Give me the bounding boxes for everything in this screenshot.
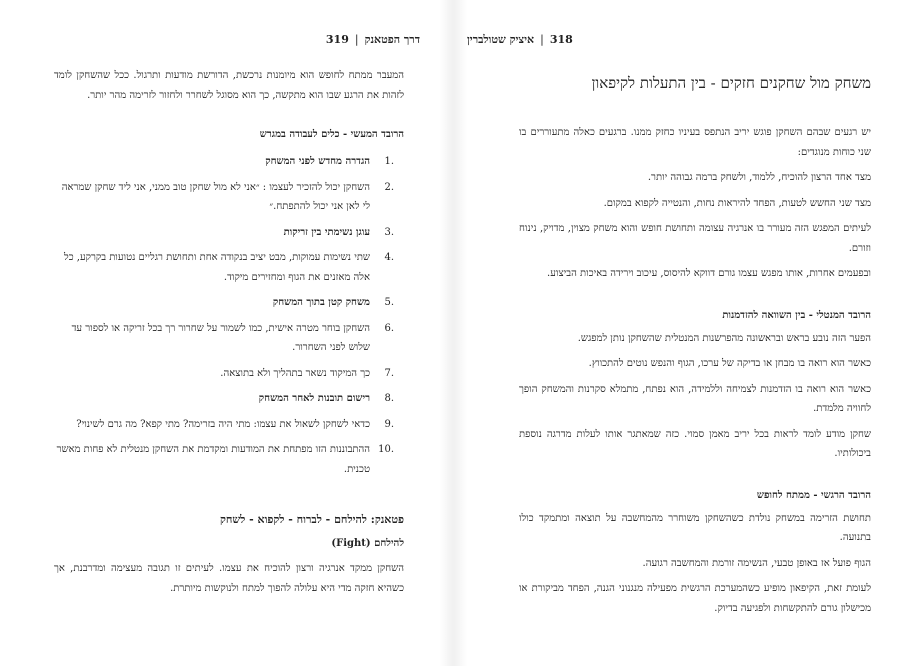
list-item xyxy=(54,293,404,313)
list-item xyxy=(54,440,404,479)
list-number: .7 xyxy=(384,367,394,379)
practical-heading: הרובד המעשי - כלים לעבודה במגרש xyxy=(259,129,404,140)
list-number: .10 xyxy=(378,444,394,455)
page-number: 319 xyxy=(325,33,349,46)
header-separator: | xyxy=(540,33,544,46)
list-number: .8 xyxy=(384,393,394,404)
list-number: .9 xyxy=(384,418,394,430)
book-gutter xyxy=(440,0,467,666)
list-number: .5 xyxy=(384,297,394,308)
list-item xyxy=(54,415,404,435)
fight-subheading: להילחם (Fight) xyxy=(331,538,404,549)
right-page-header xyxy=(467,33,881,46)
list-item xyxy=(54,389,404,409)
body-paragraph: הפער הזה נובע בראש ובראשונה מהפרשנות המנטלית שהשחקן נותן למפגש. xyxy=(577,332,871,344)
right-page-body xyxy=(519,74,871,624)
list-text: שתי נשימות עמוקות, מבט יציב בנקודה אחת ותחושת רגליים נטועות בקרקע, כל אלה מאזנים את הגוף ומחזירים מיקוד. xyxy=(64,252,370,283)
list-item xyxy=(54,364,404,384)
list-text: רישום תובנות לאחר המשחק xyxy=(258,393,370,404)
body-paragraph: כאשר הוא רואה בו מבחן או בדיקה של ערכו, הגוף והנפש נוטים להתכווץ. xyxy=(588,358,871,369)
list-number: .2 xyxy=(384,181,394,193)
body-paragraph: לעומת זאת, הקיפאון מופיע כשהמערכת הרגשית מפעילה מנגנוני הגנה, הפחד מביקורת או מכישלון גורם להתקשחות ולפגיעה בדיוק. xyxy=(519,583,871,614)
body-paragraph: לעיתים המפגש הזה מעורר בו אנרגיה עצומה ותחושת חופש והוא משחק מצוין, מדויק, נינוח וזורם. xyxy=(519,223,871,254)
fight-heading: פטאנק: להילחם - לברוח - לקפוא - לשחק xyxy=(220,513,404,526)
emotional-heading: הרובד הרגשי - ממתח לחופש xyxy=(756,489,871,501)
author-name: איציק שטולברין xyxy=(467,33,535,46)
list-item xyxy=(54,178,404,217)
list-item xyxy=(54,152,404,172)
body-paragraph: כאשר הוא רואה בו הזדמנות לצמיחה וללמידה, הוא נפתח, מתמלא סקרנות והמשחק הופך לחוויה מלמדת. xyxy=(519,383,871,414)
list-item xyxy=(54,248,404,287)
tools-list xyxy=(54,152,404,479)
mental-heading: הרובד המנטלי - בין השוואה להזדמנות xyxy=(722,309,871,321)
right-page xyxy=(467,0,907,666)
body-paragraph: תחושת הזרימה במשחק נולדת כשהשחקן משוחרר מהמחשבה על תוצאה ומתמקד כולו בתנועה. xyxy=(519,512,871,543)
left-page-body xyxy=(54,66,404,598)
list-text: השחקן בוחר מטרה אישית, כמו לשמור על שחרור רך בכל זריקה או לספור עד שלוש לפני השחרור. xyxy=(71,322,370,353)
list-number: .4 xyxy=(384,252,394,263)
body-paragraph: מצד שני החשש לטעות, הפחד להיראות נחות, והנטייה לקפוא במקום. xyxy=(603,197,871,209)
left-page-header xyxy=(26,33,420,46)
list-number: .1 xyxy=(384,156,394,167)
body-paragraph: הגוף פועל אז באופן טבעי, הנשימה זורמת והמחשבה רגועה. xyxy=(642,557,871,569)
intro-paragraph: המעבר ממתח לחופש הוא מיומנות נרכשת, הדורשת מודעות ותרגול. ככל שהשחקן לומד לזהות את הרגע שבו הוא מתקשה, כך הוא מסוגל לשחרר ולחזור לזרימה מהר יותר. xyxy=(54,70,404,101)
list-text: ההתבוננות הזו מפתחת את המודעות ומקדמת את השחקן מנטלית לא פחות מאשר טכנית. xyxy=(56,444,370,475)
list-number: .3 xyxy=(384,226,394,238)
body-paragraph: שחקן מודע לומד לראות בכל יריב מאמן סמוי. כזה שמאתגר אותו לעלות מדרגה נוספת ביכולותיו. xyxy=(519,428,871,459)
book-title: דרך הפטאנק xyxy=(364,33,420,46)
list-item xyxy=(54,319,404,358)
body-paragraph: מצד אחד הרצון להוכיח, ללמוד, ולשחק ברמה גבוהה יותר. xyxy=(647,172,871,183)
list-number: .6 xyxy=(384,322,394,334)
list-item xyxy=(54,223,404,243)
list-text: כך המיקוד נשאר בתהליך ולא בתוצאה. xyxy=(220,367,370,379)
list-text: משחק קטן בתוך המשחק xyxy=(272,297,370,308)
fight-paragraph: השחקן ממקד אנרגיה ורצון להוכיח את עצמו. לעיתים זו תגובה מעצימה ומדרבנת, אך כשהיא חזקה מדי היא עלולה להפוך למתח ולנוקשות מיותרת. xyxy=(54,563,404,594)
header-separator: | xyxy=(354,33,359,46)
left-page xyxy=(0,0,440,666)
list-text: כדאי לשחקן לשאול את עצמו: מתי היה בזרימה? מתי קפא? מה גרם לשינוי? xyxy=(76,418,370,430)
list-text: השחקן יכול להזכיר לעצמו : ״אני לא מול שחקן טוב ממני, אני ליד שחקן שמראה לי לאן אני יכול להתפתח.״ xyxy=(61,181,370,212)
list-text: הגדרה מחדש לפני המשחק xyxy=(265,156,370,167)
chapter-title: משחק מול שחקנים חזקים - בין התעלות לקיפאון xyxy=(591,74,871,92)
body-paragraph: ובפעמים אחרות, אותו מפגש עצמו גורם דווקא להיסוס, עיכוב וירידה באיכות הביצוע. xyxy=(547,268,871,279)
page-number: 318 xyxy=(549,33,573,46)
body-paragraph: יש רגעים שבהם השחקן פוגש יריב הנתפס בעיניו כחזק ממנו. ברגעים כאלה מתעוררים בו שני כוחות מנוגדים: xyxy=(519,127,871,158)
list-text: עוגן נשימתי בין זריקות xyxy=(283,226,370,238)
